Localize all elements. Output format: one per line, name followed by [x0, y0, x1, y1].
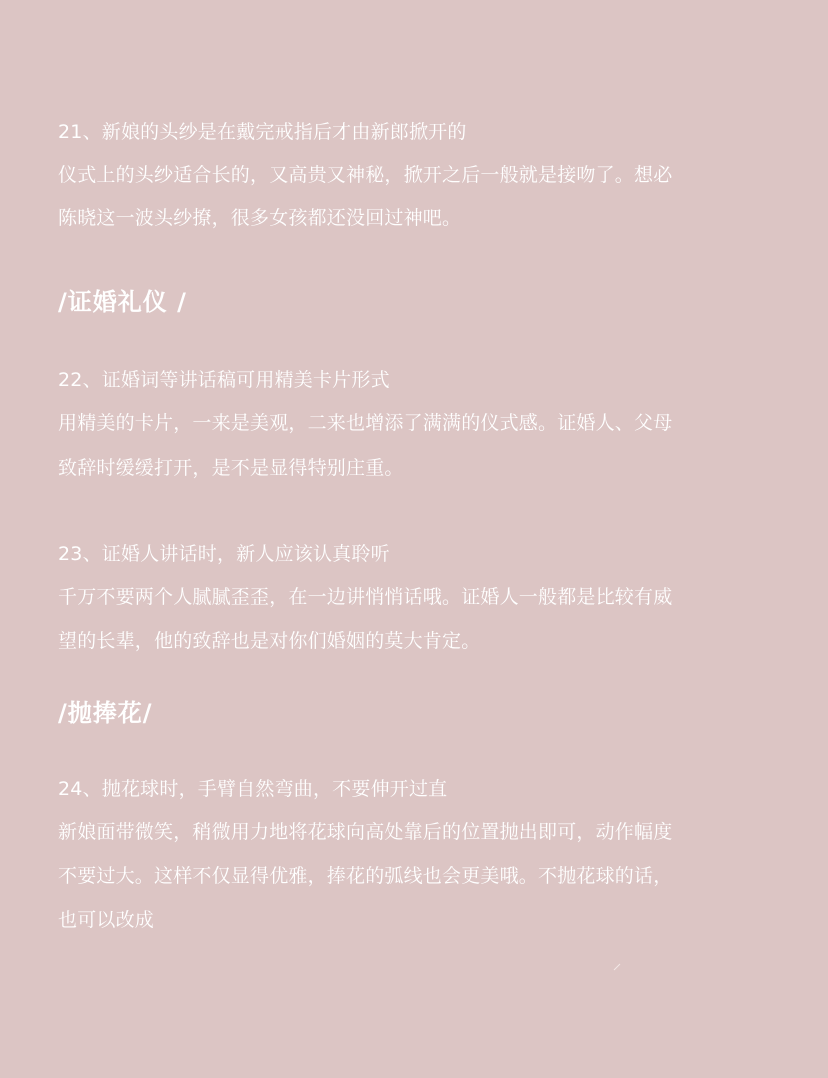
item-24-body-line-2: 不要过大。这样不仅显得优雅，捧花的弧线也会更美哦。不抛花球的话， — [58, 865, 673, 887]
item-24-title: 24、抛花球时，手臂自然弯曲，不要伸开过直 — [58, 778, 448, 800]
item-21-body-line-2: 陈晓这一波头纱撩，很多女孩都还没回过神吧。 — [58, 207, 462, 229]
item-23-title: 23、证婚人讲话时，新人应该认真聆听 — [58, 543, 390, 565]
item-22-title: 22、证婚词等讲话稿可用精美卡片形式 — [58, 369, 390, 391]
item-22-body-line-1: 用精美的卡片，一来是美观，二来也增添了满满的仪式感。证婚人、父母 — [58, 412, 673, 434]
small-mark-icon — [612, 962, 622, 972]
item-24-body-line-1: 新娘面带微笑，稍微用力地将花球向高处靠后的位置抛出即可，动作幅度 — [58, 821, 673, 843]
item-21-title: 21、新娘的头纱是在戴完戒指后才由新郎掀开的 — [58, 121, 467, 143]
item-24-body-line-3: 也可以改成 — [58, 909, 155, 931]
section-heading-bouquet: /抛捧花/ — [58, 699, 153, 727]
item-23-body-line-1: 千万不要两个人腻腻歪歪，在一边讲悄悄话哦。证婚人一般都是比较有威 — [58, 586, 673, 608]
item-22-body-line-2: 致辞时缓缓打开，是不是显得特别庄重。 — [58, 457, 404, 479]
section-heading-ceremony: /证婚礼仪 / — [58, 288, 187, 316]
item-23-body-line-2: 望的长辈，他的致辞也是对你们婚姻的莫大肯定。 — [58, 630, 481, 652]
item-21-body-line-1: 仪式上的头纱适合长的，又高贵又神秘，掀开之后一般就是接吻了。想必 — [58, 164, 673, 186]
